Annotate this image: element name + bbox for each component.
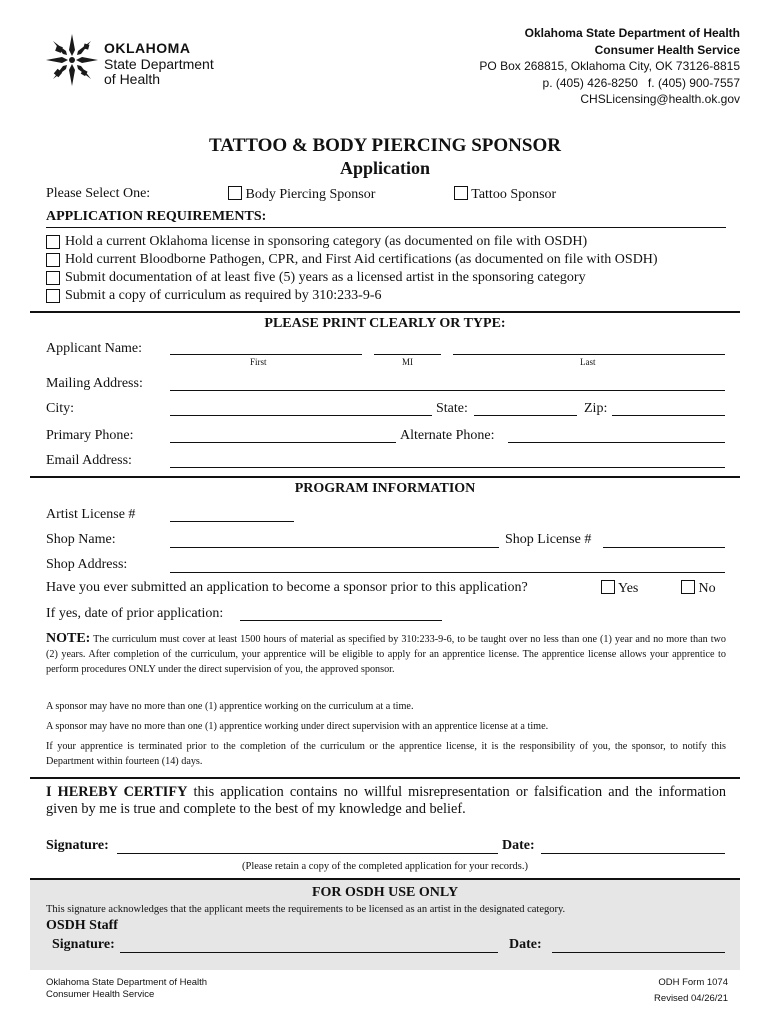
retain-copy-note: (Please retain a copy of the completed application for your records.) (241, 861, 528, 872)
footer-revised: Revised 04/26/21 (654, 993, 728, 1004)
mailing-address-label: Mailing Address: (46, 376, 143, 391)
prior-date-field[interactable] (240, 620, 442, 621)
requirements-heading: APPLICATION REQUIREMENTS: (46, 209, 267, 224)
body-piercing-checkbox[interactable] (228, 186, 242, 200)
curriculum-note (46, 631, 726, 677)
prior-application-question: Have you ever submitted an application to become a sponsor prior to this application? (46, 580, 528, 595)
shop-name-field[interactable] (170, 547, 499, 548)
osdh-date-label: Date: (509, 937, 542, 952)
email-address-field[interactable] (170, 467, 725, 468)
certify-bold: I HEREBY CERTIFY (46, 784, 188, 800)
program-section-rule (30, 476, 740, 478)
logo-of-health: of Health (104, 71, 161, 87)
program-info-heading: PROGRAM INFORMATION (294, 481, 476, 496)
requirement-checkbox[interactable] (46, 271, 60, 285)
termination-note: If your apprentice is terminated prior to the completion of the curriculum or the apprentice license, it is the responsibility of you, the sponsor, to notify this Department within fourteen (14) days. (46, 741, 726, 767)
agency-contact-block (479, 25, 740, 108)
applicant-signature-label: Signature: (46, 838, 109, 853)
note-label: NOTE: (46, 631, 91, 646)
shop-name-label: Shop Name: (46, 532, 116, 547)
first-caption: First (250, 357, 267, 367)
agency-phone: p. (405) 426-8250 f. (405) 900-7557 (542, 75, 740, 90)
prior-date-label: If yes, date of prior application: (46, 606, 224, 621)
requirement-item[interactable] (46, 270, 586, 286)
requirement-checkbox[interactable] (46, 253, 60, 267)
note-text: The curriculum must cover at least 1500 hours of material as specified by 310:233-9-6, to be taught over no less than one (1) year and no more than two (2) years. After completion of the curriculum, your apprentice will be eligible to apply for an apprentice license. The apprentice license allows your apprentice to perform procedures ONLY under the direct supervision of you, the approved sponsor. (46, 634, 726, 675)
requirement-text: Hold current Bloodborne Pathogen, CPR, and First Aid certifications (as documented on file with OSDH) (65, 252, 658, 267)
requirements-rule (46, 227, 726, 228)
state-field[interactable] (474, 415, 577, 416)
state-label: State: (436, 401, 468, 416)
agency-address: PO Box 268815, Oklahoma City, OK 73126-8815 (479, 59, 740, 73)
shop-license-field[interactable] (603, 547, 725, 548)
osdh-signature-field[interactable] (120, 952, 498, 953)
osdh-staff-label: OSDH Staff (46, 918, 118, 933)
shop-address-field[interactable] (170, 572, 725, 573)
first-name-field[interactable] (170, 354, 362, 355)
shop-license-label: Shop License # (505, 532, 592, 547)
select-one-label: Please Select One: (46, 186, 151, 201)
requirement-text: Submit a copy of curriculum as required by 310:233-9-6 (65, 288, 382, 303)
zip-label: Zip: (584, 401, 608, 416)
prior-yes-option[interactable] (601, 580, 638, 597)
body-piercing-label: Body Piercing Sponsor (245, 187, 376, 202)
tattoo-checkbox[interactable] (454, 186, 468, 200)
city-label: City: (46, 401, 75, 416)
logo-oklahoma: OKLAHOMA (104, 40, 191, 56)
prior-no-checkbox[interactable] (681, 580, 695, 594)
prior-yes-checkbox[interactable] (601, 580, 615, 594)
agency-name: Oklahoma State Department of Health (524, 26, 740, 40)
requirement-item[interactable] (46, 288, 381, 304)
osdh-use-heading: FOR OSDH USE ONLY (311, 885, 459, 900)
footer-form-number: ODH Form 1074 (658, 977, 728, 988)
footer-agency: Oklahoma State Department of Health (46, 977, 208, 988)
primary-phone-label: Primary Phone: (46, 428, 134, 443)
city-field[interactable] (170, 415, 432, 416)
alternate-phone-label: Alternate Phone: (400, 428, 495, 443)
requirement-text: Submit documentation of at least five (5) years as a licensed artist in the sponsoring category (65, 270, 586, 285)
last-name-field[interactable] (453, 354, 725, 355)
prior-no-label: No (698, 581, 716, 596)
footer-service: Consumer Health Service (46, 989, 155, 1000)
requirement-checkbox[interactable] (46, 235, 60, 249)
artist-license-field[interactable] (170, 521, 294, 522)
body-piercing-option[interactable] (228, 186, 375, 203)
osdh-logo (44, 32, 244, 88)
form-subtitle: Application (339, 158, 431, 178)
requirement-text: Hold a current Oklahoma license in sponsoring category (as documented on file with OSDH) (65, 234, 588, 249)
osdh-acknowledgement: This signature acknowledges that the applicant meets the requirements to be licensed as an artist in the designated category. (46, 904, 566, 915)
alternate-phone-field[interactable] (508, 442, 725, 443)
shop-address-label: Shop Address: (46, 557, 128, 572)
section-rule-thick (30, 311, 740, 313)
artist-license-label: Artist License # (46, 507, 136, 522)
certify-text: this application contains no willful misrepresentation or falsification and the information given by me is true and complete to the best of my knowledge and belief. (46, 784, 726, 817)
last-caption: Last (580, 357, 596, 367)
supervision-limit-note: A sponsor may have no more than one (1) apprentice working under direct supervision with an apprentice license at a time. (46, 721, 549, 732)
certify-statement (46, 784, 726, 818)
mailing-address-field[interactable] (170, 390, 725, 391)
primary-phone-field[interactable] (170, 442, 396, 443)
mi-caption: MI (402, 357, 413, 367)
footer-left (46, 977, 207, 1001)
email-address-label: Email Address: (46, 453, 132, 468)
prior-yes-label: Yes (617, 581, 639, 596)
print-clearly-heading: PLEASE PRINT CLEARLY OR TYPE: (264, 316, 506, 331)
applicant-name-label: Applicant Name: (46, 341, 143, 356)
service-name: Consumer Health Service (594, 42, 740, 57)
applicant-date-label: Date: (502, 838, 535, 853)
osdh-signature-label: Signature: (52, 937, 115, 952)
form-title: TATTOO & BODY PIERCING SPONSOR (209, 135, 561, 156)
requirement-checkbox[interactable] (46, 289, 60, 303)
star-cluster-icon (44, 32, 100, 88)
tattoo-option[interactable] (454, 186, 556, 203)
certify-section-rule (30, 777, 740, 779)
osdh-date-field[interactable] (552, 952, 725, 953)
zip-field[interactable] (612, 415, 725, 416)
requirement-item[interactable] (46, 234, 587, 250)
requirement-item[interactable] (46, 252, 658, 268)
prior-no-option[interactable] (681, 580, 716, 597)
agency-email: CHSLicensing@health.ok.gov (580, 92, 740, 106)
applicant-date-field[interactable] (541, 853, 725, 854)
apprentice-limit-note: A sponsor may have no more than one (1) apprentice working on the curriculum at a time. (46, 701, 414, 712)
middle-initial-field[interactable] (374, 354, 441, 355)
logo-state-department: State Department (104, 56, 214, 72)
applicant-signature-field[interactable] (117, 853, 498, 854)
tattoo-label: Tattoo Sponsor (471, 187, 557, 202)
